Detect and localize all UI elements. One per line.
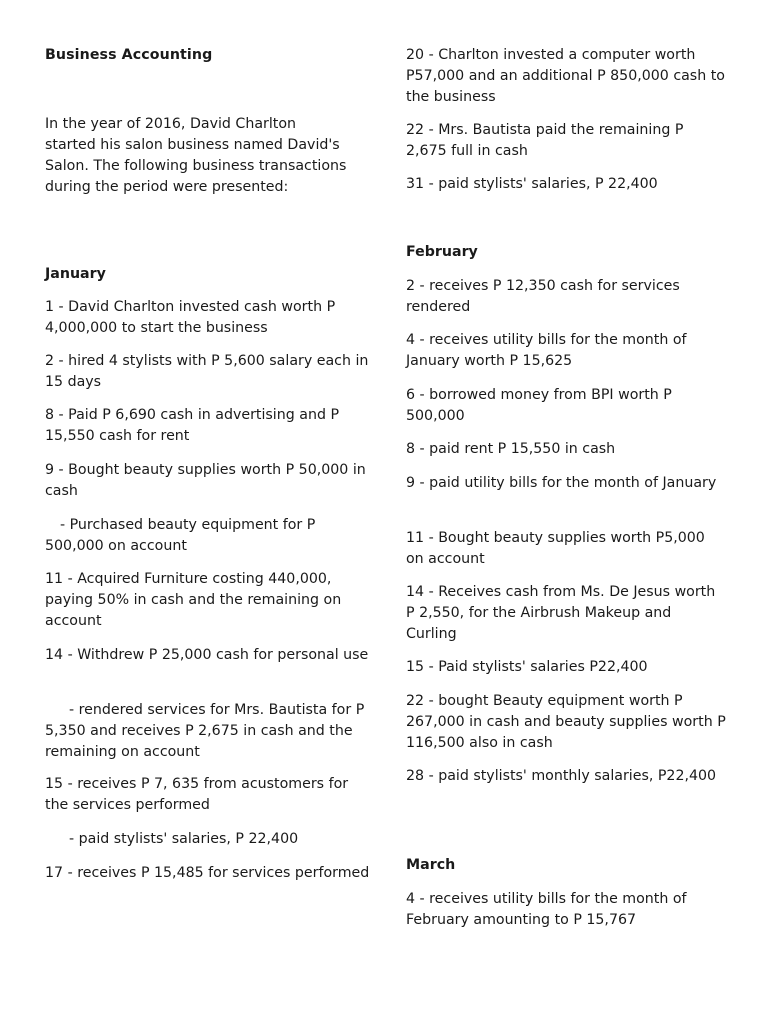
january-entry: 17 - receives P 15,485 for services performed — [45, 865, 370, 881]
january-entry: 11 - Acquired Furniture costing 440,000, paying 50% in cash and the remaining on account — [45, 571, 342, 629]
february-entry: 8 - paid rent P 15,550 in cash — [406, 441, 616, 457]
january-entry: 15 - receives P 7, 635 from acustomers for the services performed — [45, 776, 349, 813]
january-entry: - Purchased beauty equipment for P 500,000 on account — [45, 517, 316, 554]
intro-paragraph: In the year of 2016, David Charlton started his salon business named David's Salon. The following business transactions during the period were presented: — [45, 116, 347, 195]
january-entry: - paid stylists' salaries, P 22,400 — [69, 831, 299, 847]
march-entry: 4 - receives utility bills for the month of February amounting to P 15,767 — [406, 891, 687, 928]
january-entry: - rendered services for Mrs. Bautista for P 5,350 and receives P 2,675 in cash and the remaining on account — [45, 702, 365, 760]
month-heading-january: January — [45, 266, 106, 282]
february-entry: 22 - bought Beauty equipment worth P 267,000 in cash and beauty supplies worth P 116,500 also in cash — [406, 693, 726, 751]
document-title: Business Accounting — [45, 47, 213, 63]
january-entry: 20 - Charlton invested a computer worth P57,000 and an additional P 850,000 cash to the business — [406, 47, 725, 105]
january-entry: 14 - Withdrew P 25,000 cash for personal use — [45, 647, 369, 663]
january-entry: 1 - David Charlton invested cash worth P 4,000,000 to start the business — [45, 299, 336, 336]
month-heading-february: February — [406, 244, 478, 260]
february-entry: 11 - Bought beauty supplies worth P5,000 on account — [406, 530, 705, 567]
january-entry: 22 - Mrs. Bautista paid the remaining P 2,675 full in cash — [406, 122, 684, 159]
february-entry: 28 - paid stylists' monthly salaries, P22,400 — [406, 768, 717, 784]
february-entry: 6 - borrowed money from BPI worth P 500,000 — [406, 387, 672, 424]
month-heading-march: March — [406, 857, 456, 873]
february-entry: 15 - Paid stylists' salaries P22,400 — [406, 659, 648, 675]
january-entry: 2 - hired 4 stylists with P 5,600 salary each in 15 days — [45, 353, 369, 390]
january-entry: 31 - paid stylists' salaries, P 22,400 — [406, 176, 658, 192]
february-entry: 9 - paid utility bills for the month of January — [406, 475, 717, 491]
february-entry: 14 - Receives cash from Ms. De Jesus worth P 2,550, for the Airbrush Makeup and Curling — [406, 584, 716, 642]
february-entry: 4 - receives utility bills for the month of January worth P 15,625 — [406, 332, 687, 369]
january-entry: 9 - Bought beauty supplies worth P 50,000 in cash — [45, 462, 366, 499]
february-entry: 2 - receives P 12,350 cash for services rendered — [406, 278, 680, 315]
january-entry: 8 - Paid P 6,690 cash in advertising and P 15,550 cash for rent — [45, 407, 340, 444]
